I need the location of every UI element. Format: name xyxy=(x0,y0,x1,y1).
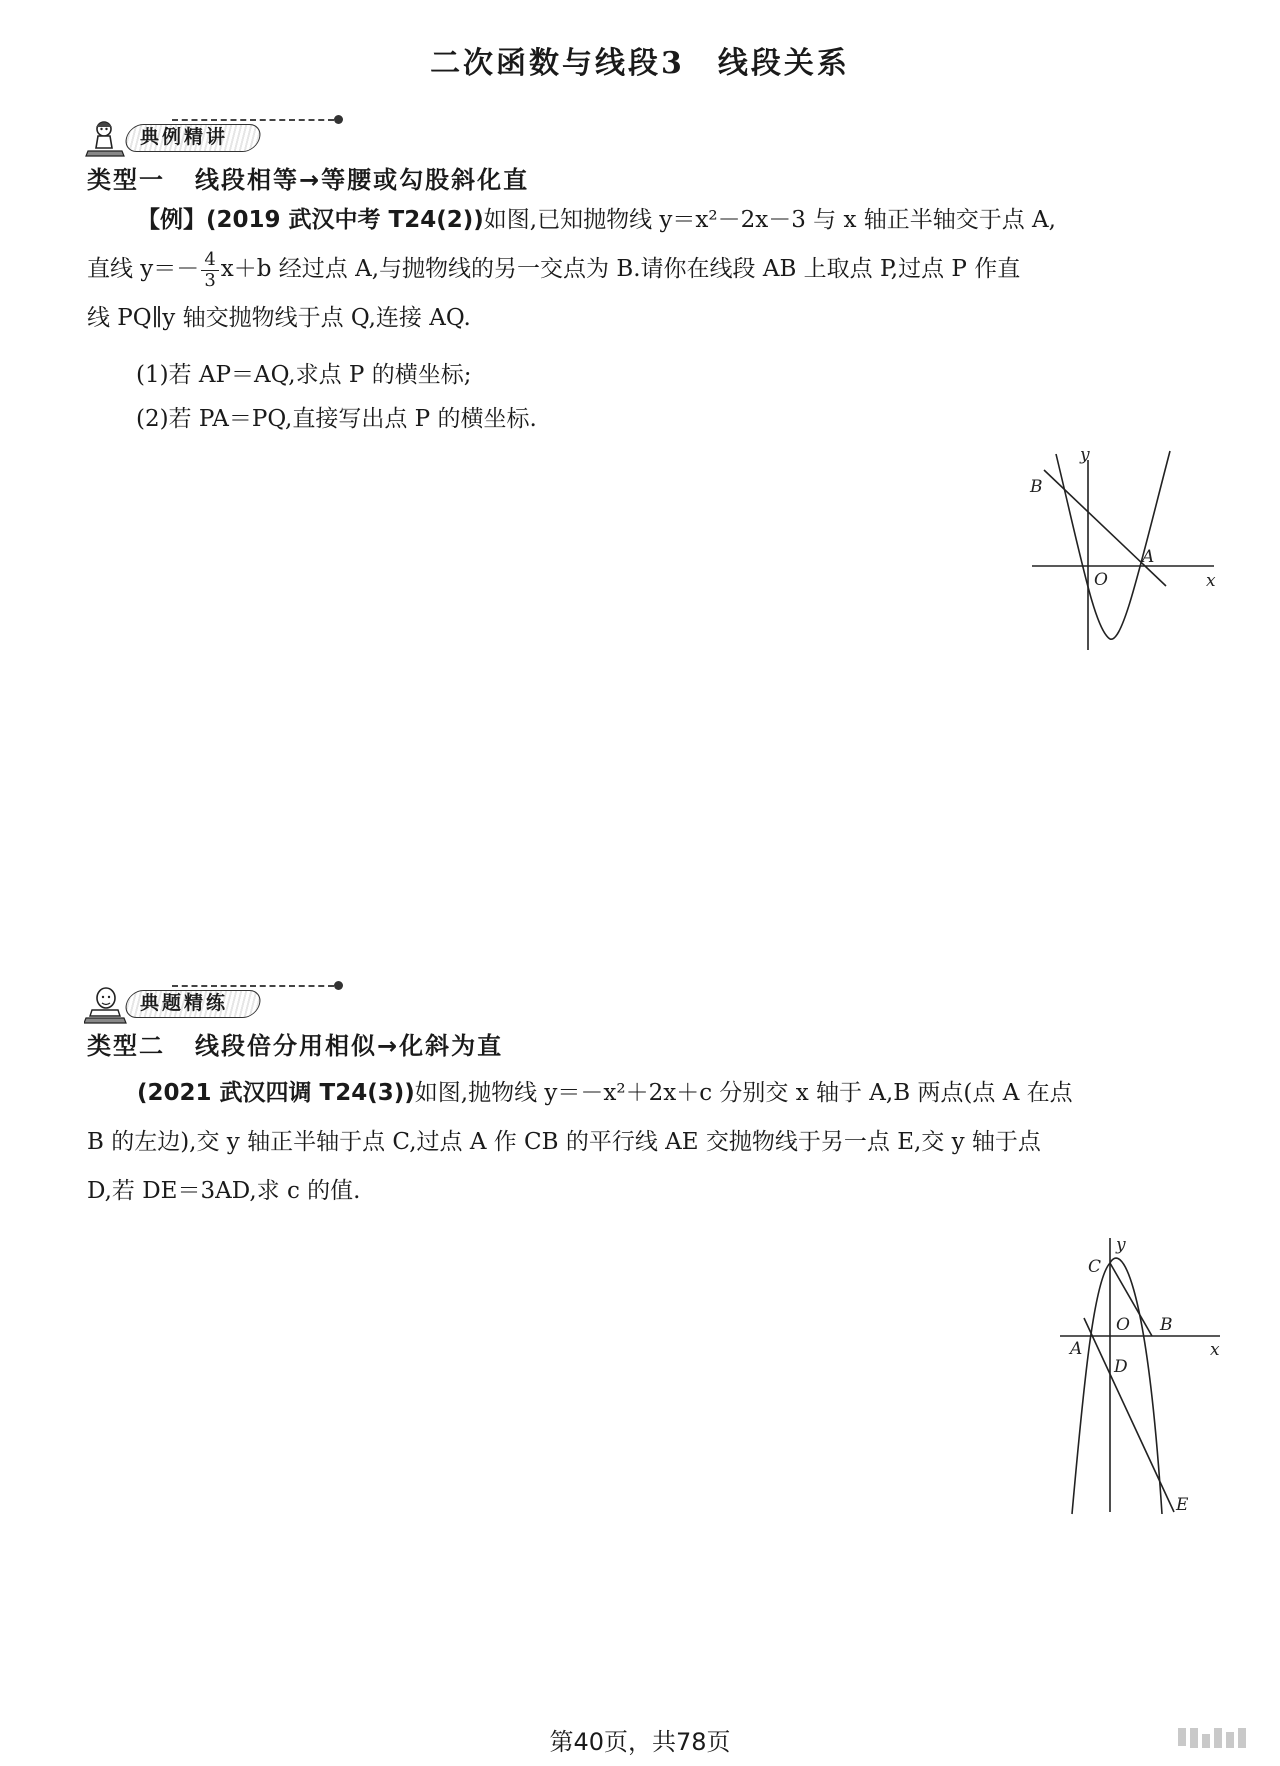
label-a: A xyxy=(1070,1339,1083,1359)
page-title: 二次函数与线段3 线段关系 xyxy=(430,46,850,81)
label-x: x xyxy=(1206,571,1216,591)
label-e: E xyxy=(1176,1495,1189,1515)
parabola-curve xyxy=(1072,1258,1162,1514)
type-label: 类型一 xyxy=(87,166,165,194)
type-label: 类型二 xyxy=(87,1032,165,1060)
example-problem xyxy=(87,196,1211,343)
parabola-curve xyxy=(1056,451,1170,639)
question-2: (2)若 PA＝PQ,直接写出点 P 的横坐标. xyxy=(136,406,537,432)
type-title: 线段相等→等腰或勾股斜化直 xyxy=(195,166,530,194)
example-tag: 【例】 xyxy=(137,207,206,233)
section-badge-practice xyxy=(84,984,266,1024)
problem-line-3: 线 PQ∥y 轴交抛物线于点 Q,连接 AQ. xyxy=(87,305,471,331)
mascot-icon xyxy=(84,984,128,1024)
figure-parabola-2 xyxy=(1050,1230,1226,1520)
section-badge-examples xyxy=(84,118,266,158)
page-number: 第40页，共78页 xyxy=(549,1728,731,1756)
practice-problem xyxy=(87,1069,1211,1216)
problem-source: (2021 武汉四调 T24(3)) xyxy=(137,1080,415,1106)
line-ab xyxy=(1044,470,1166,586)
label-b: B xyxy=(1030,477,1043,497)
section-badge-label: 典例精讲 xyxy=(140,126,229,148)
type-title: 线段倍分用相似→化斜为直 xyxy=(195,1032,504,1060)
type-heading-2 xyxy=(87,1026,503,1061)
problem-text: 如图,已知抛物线 y＝x²－2x－3 与 x 轴正半轴交于点 A, xyxy=(483,207,1056,233)
question-1: (1)若 AP＝AQ,求点 P 的横坐标; xyxy=(136,362,472,388)
mascot-icon xyxy=(84,118,128,158)
label-x: x xyxy=(1210,1340,1220,1360)
label-b: B xyxy=(1160,1315,1173,1335)
figure-parabola-1 xyxy=(1020,440,1220,660)
problem-source: (2019 武汉中考 T24(2)) xyxy=(206,207,484,233)
problem-line-2: B 的左边),交 y 轴正半轴于点 C,过点 A 作 CB 的平行线 AE 交抛物线于另一点 E,交 y 轴于点 xyxy=(87,1129,1041,1155)
label-o: O xyxy=(1094,570,1108,590)
section-badge-label: 典题精练 xyxy=(140,992,229,1014)
fraction: $\frac{4}{3}$ xyxy=(201,250,218,291)
problem-line-3: D,若 DE＝3AD,求 c 的值. xyxy=(87,1178,361,1204)
watermark-graphic xyxy=(1178,1728,1256,1748)
problem-line-2: 直线 y＝－ $\frac{4}{3}$ x＋b 经过点 A,与抛物线的另一交点为 B.请你在线段 AB 上取点 P,过点 P 作直 xyxy=(87,248,1021,291)
label-c: C xyxy=(1088,1257,1102,1277)
problem-text: 如图,抛物线 y＝－x²＋2x＋c 分别交 x 轴于 A,B 两点(点 A 在点 xyxy=(414,1080,1073,1106)
problem-line-1 xyxy=(87,1069,1211,1118)
label-y: y xyxy=(1116,1235,1126,1255)
label-a: A xyxy=(1142,547,1155,567)
label-o: O xyxy=(1116,1315,1130,1335)
label-d: D xyxy=(1114,1357,1128,1377)
problem-line-1 xyxy=(87,196,1211,245)
label-y: y xyxy=(1080,445,1090,465)
line-ae xyxy=(1084,1318,1174,1512)
type-heading-1 xyxy=(87,160,529,195)
